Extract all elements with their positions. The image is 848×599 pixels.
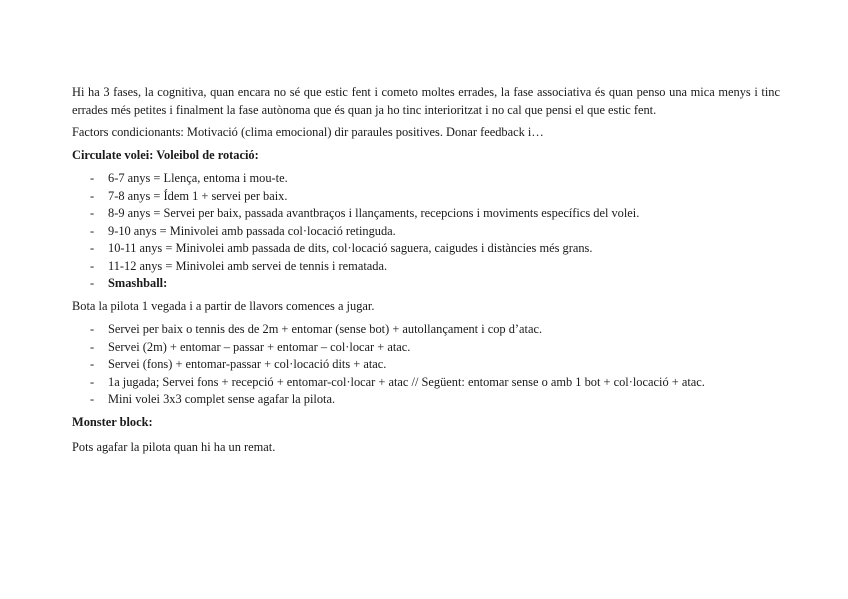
- list-item-text: Servei per baix o tennis des de 2m + entomar (sense bot) + autollançament i cop d’atac.: [108, 322, 543, 336]
- dash-bullet: -: [90, 206, 95, 220]
- list-item-text: Mini volei 3x3 complet sense agafar la pilota.: [108, 392, 336, 406]
- list-item-text: 1a jugada; Servei fons + recepció + entomar-col·locar + atac // Següent: entomar sense o amb 1 bot + col·locació + atac.: [108, 374, 705, 389]
- smashball-label: Smashball:: [108, 276, 168, 290]
- list-item: [72, 374, 780, 392]
- dash-bullet: -: [90, 374, 95, 389]
- circulate-heading: Circulate volei: Voleibol de rotació:: [72, 147, 259, 162]
- list-item: [72, 258, 780, 276]
- dash-bullet: -: [90, 223, 95, 238]
- list-item: [72, 223, 780, 241]
- list-item-smashball: [72, 275, 780, 293]
- dash-bullet: -: [90, 322, 95, 336]
- intro-paragraph: Hi ha 3 fases, la cognitiva, quan encara no sé que estic fent i cometo moltes errades, la fase associativa és quan penso una mica menys i tinc errades més petites i finalment la fase autònoma que és quan ja ho tinc interioritzat i no cal que pensi el que estic fent.: [72, 85, 780, 117]
- list-item-text: 7-8 anys = Ídem 1 + servei per baix.: [108, 188, 288, 203]
- dash-bullet: -: [90, 339, 95, 354]
- smashball-paragraph: Bota la pilota 1 vegada i a partir de llavors comences a jugar.: [72, 298, 375, 313]
- dash-bullet: -: [90, 188, 95, 203]
- dash-bullet: -: [90, 276, 95, 290]
- list-item-text: Servei (2m) + entomar – passar + entomar – col·locar + atac.: [108, 339, 411, 354]
- dash-bullet: -: [90, 392, 95, 406]
- list-item-text: 6-7 anys = Llença, entoma i mou-te.: [108, 171, 288, 185]
- document-page: [72, 84, 780, 457]
- list-item: [72, 391, 780, 409]
- list-item: [72, 170, 780, 188]
- list-item-text: 10-11 anys = Minivolei amb passada de dits, col·locació saguera, caigudes i distàncies més grans.: [108, 241, 593, 255]
- list-item: [72, 188, 780, 206]
- list-item-text: Servei (fons) + entomar-passar + col·locació dits + atac.: [108, 357, 387, 371]
- age-list: [72, 170, 780, 293]
- monster-paragraph: Pots agafar la pilota quan hi ha un remat.: [72, 440, 276, 454]
- list-item: [72, 321, 780, 339]
- factors-paragraph: Factors condicionants: Motivació (clima emocional) dir paraules positives. Donar feedback i…: [72, 125, 544, 139]
- dash-bullet: -: [90, 357, 95, 371]
- list-item: [72, 356, 780, 374]
- list-item-text: 8-9 anys = Servei per baix, passada avantbraços i llançaments, recepcions i moviments específics del volei.: [108, 206, 640, 220]
- list-item-text: 11-12 anys = Minivolei amb servei de tennis i rematada.: [108, 258, 388, 273]
- list-item: [72, 240, 780, 258]
- list-item: [72, 339, 780, 357]
- dash-bullet: -: [90, 171, 95, 185]
- list-item: [72, 205, 780, 223]
- dash-bullet: -: [90, 258, 95, 273]
- list-item-text: 9-10 anys = Minivolei amb passada col·locació retinguda.: [108, 223, 396, 238]
- dash-bullet: -: [90, 241, 95, 255]
- smashball-list: [72, 321, 780, 409]
- monster-heading: Monster block:: [72, 414, 153, 429]
